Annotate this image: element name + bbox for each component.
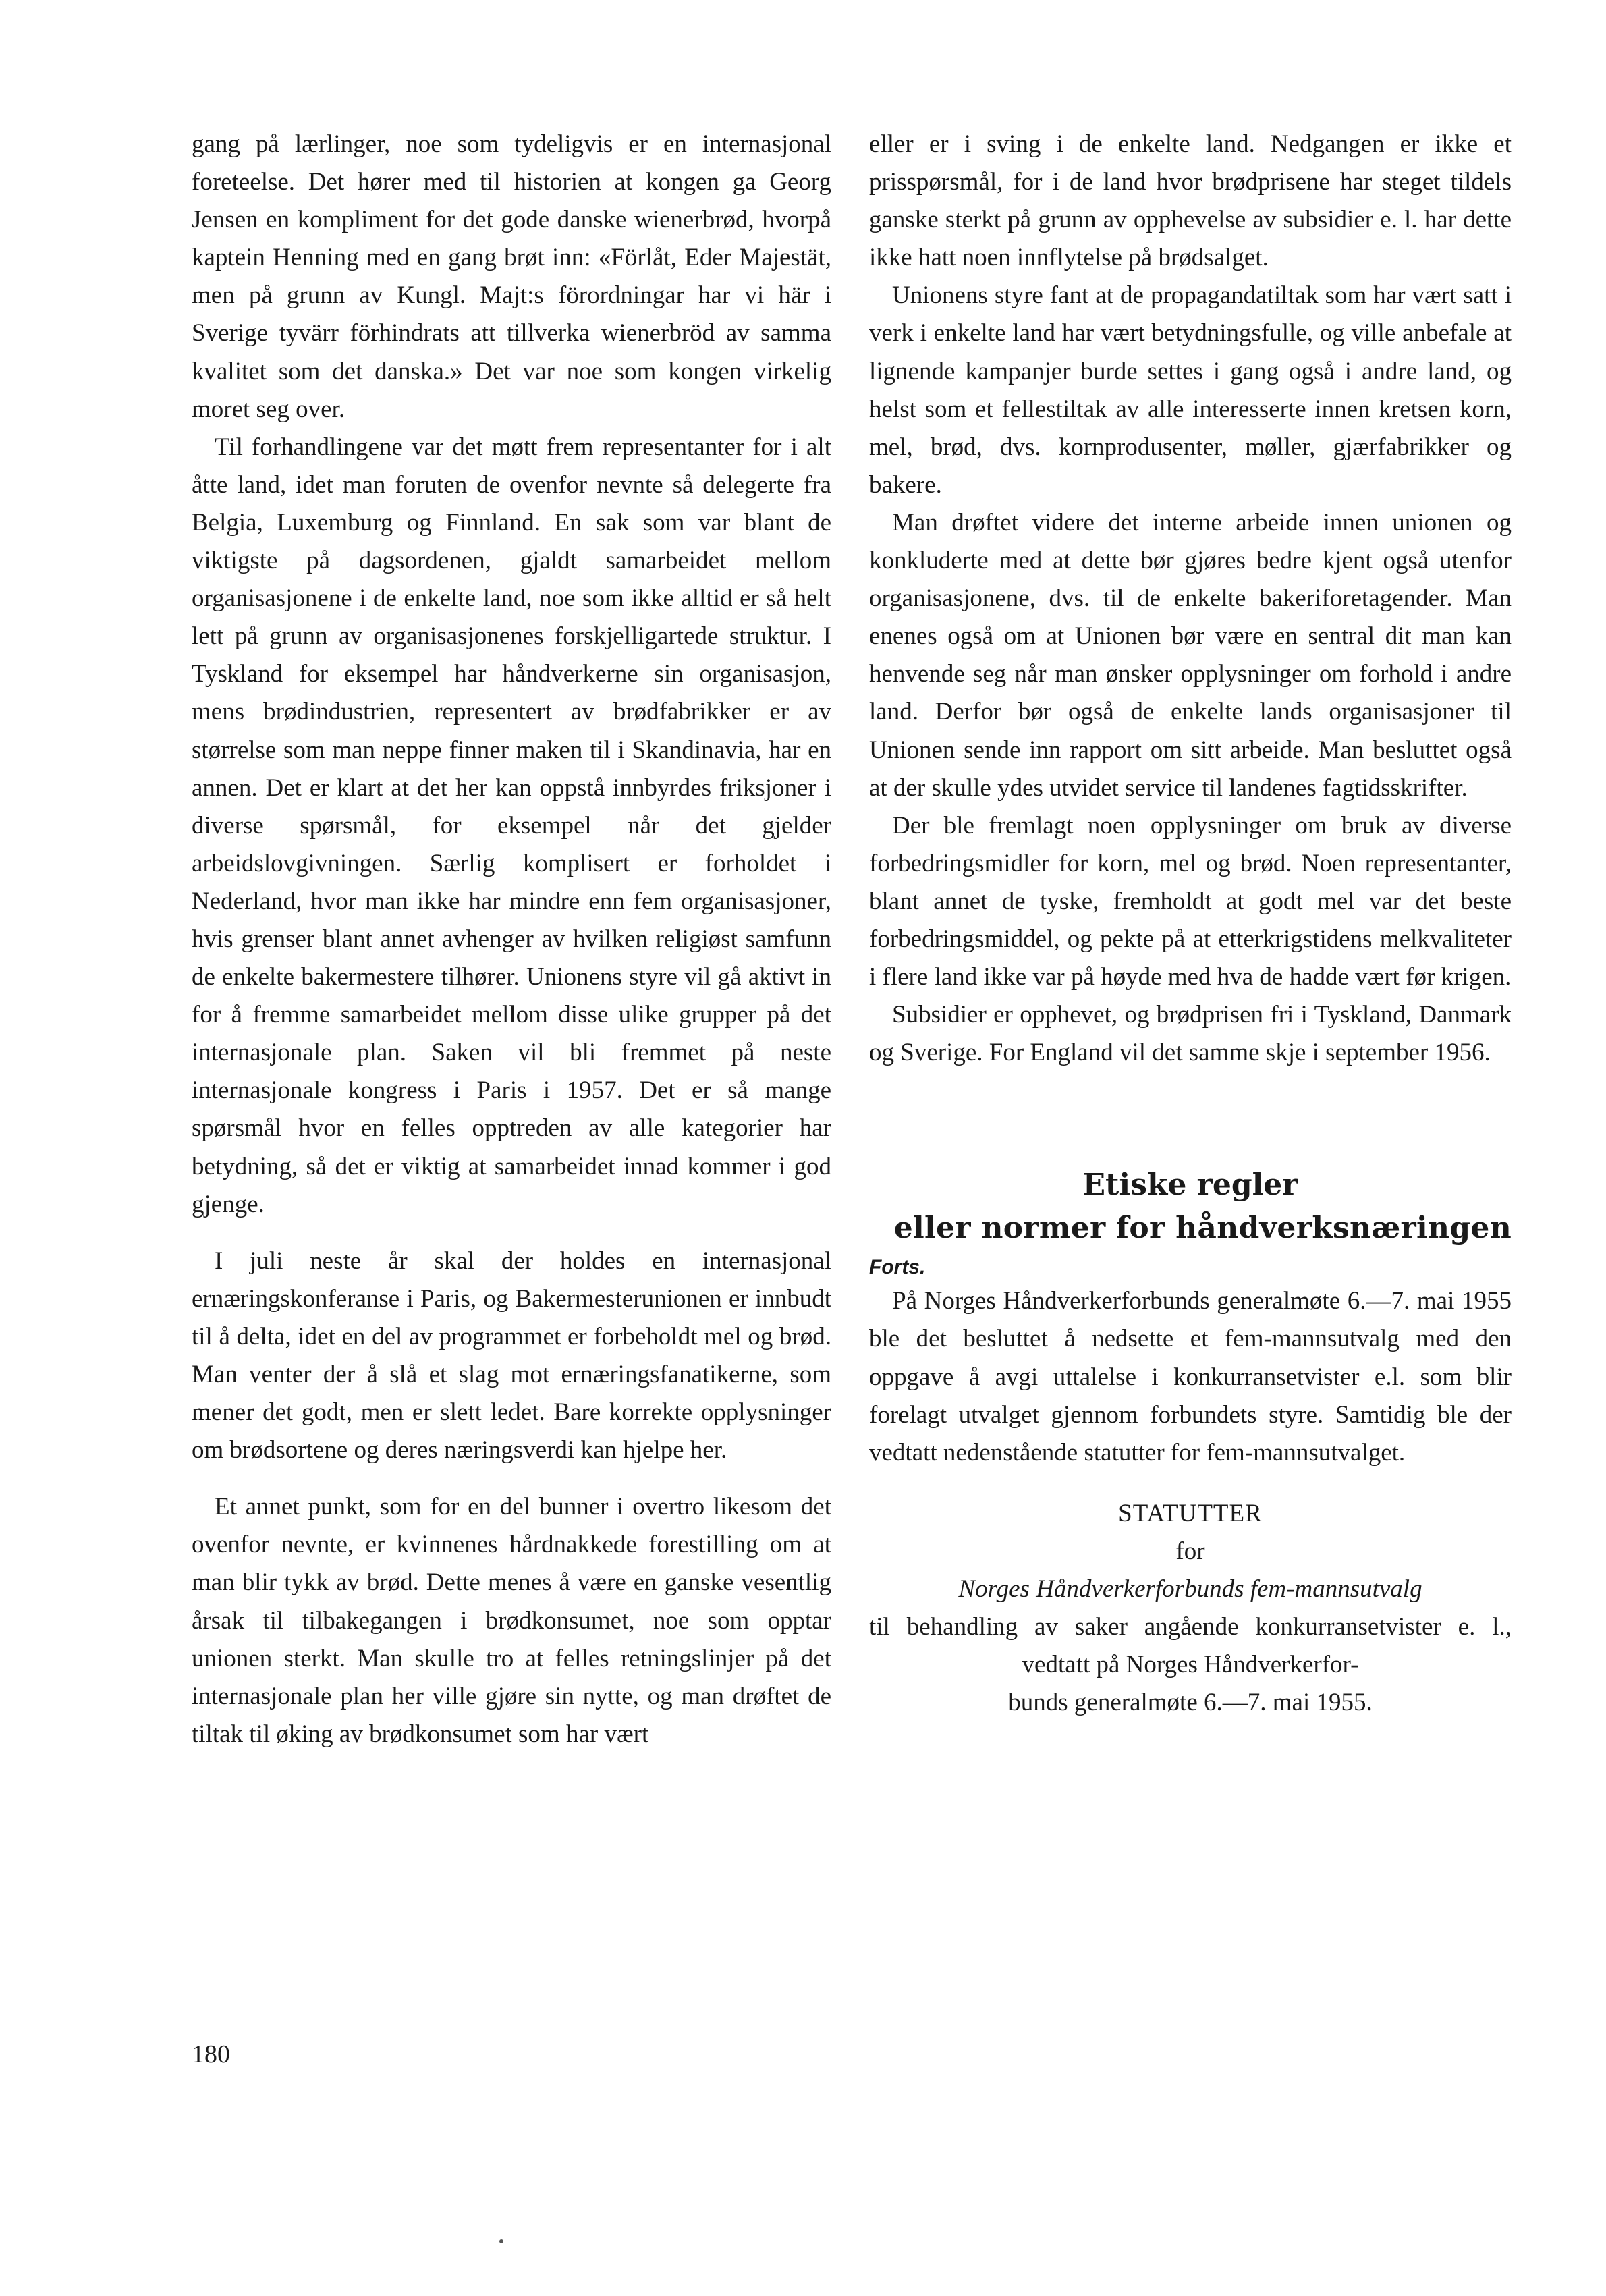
section-title-line2: eller normer for håndverksnæringen [893, 1211, 1512, 1246]
paragraph: Unionens styre fant at de propagandatiltak som har vært satt i verk i enkelte land har vært betydningsfulle, og ville anbefale at lignende kampanjer burde settes i gang også i andre land, og helst som et fellestiltak av alle interesserte innen kretsen korn, mel, brød, dvs. kornprodusenter, møller, gjærfabrikker og bakere. [869, 281, 1512, 499]
paragraph: eller er i sving i de enkelte land. Nedgangen er ikke et prisspørsmål, for i de land hvor brødprisene har steget tildels ganske sterkt på grunn av opphevelse av subsidier e. l. har dette ikke hatt noen innflytelse på brødsalget. [869, 130, 1512, 272]
scan-speck [499, 2239, 503, 2243]
paragraph: Der ble fremlagt noen opplysninger om bruk av diverse forbedringsmidler for korn, mel og brød. Noen representanter, blant annet de tyske, fremholdt at godt mel var det beste forbedringsmiddel, og pekte på at etterkrigstidens melkvaliteter i flere land ikke var på høyde med hva de hadde vært før krigen. [869, 811, 1512, 991]
statutes-header [869, 1495, 1512, 1722]
paragraph: I juli neste år skal der holdes en internasjonal ernæringskonferanse i Paris, og Bakermesterunionen er innbudt til å delta, idet en del av programmet er forbeholdt mel og brød. Man venter der å slå et slag mot ernæringsfanatikerne, som mener det godt, men er slett ledet. Bare korrekte opplysninger om brødsortene og deres næringsverdi kan hjelpe her. [192, 1247, 831, 1465]
paragraph: gang på lærlinger, noe som tydeligvis er en internasjonal foreteelse. Det hører med til historien at kongen ga Georg Jensen en kompliment for det gode danske wienerbrød, hvorpå kaptein Henning med en gang brøt inn: «Förlåt, Eder Majestät, men på grunn av Kungl. Majt:s förordningar har vi här i Sverige tyvärr förhindrats att tillverka wienerbröd av samma kvalitet som det danska.» Det var noe som kongen virkelig moret seg over. [192, 130, 831, 423]
statutes-organization: Norges Håndverkerforbunds fem-mannsutvalg [958, 1575, 1422, 1603]
section-heading [869, 1164, 1512, 1282]
statutes-for: for [1175, 1537, 1205, 1565]
statutes-description: til behandling av saker angående konkurransetvister e. l., vedtatt på Norges Håndverkerfor- [869, 1613, 1512, 1679]
continued-label: Forts. [869, 1256, 926, 1279]
section-title-line1: Etiske regler [1082, 1168, 1298, 1203]
left-column [192, 126, 831, 1753]
paragraph: Til forhandlingene var det møtt frem representanter for i alt åtte land, idet man foruten de ovenfor nevnte så delegerte fra Belgia, Luxemburg og Finnland. En sak som var blant de viktigste på dagsordenen, gjaldt samarbeidet mellom organisasjonene i de enkelte land, noe som ikke alltid er så helt lett på grunn av organisasjonenes forskjelligartede struktur. I Tyskland for eksempel har håndverkerne sin organisasjon, mens brødindustrien, representert av brødfabrikker er av størrelse som man neppe finner maken til i Skandinavia, har en annen. Det er klart at det her kan oppstå innbyrdes friksjoner i diverse spørsmål, for eksempel når det gjelder arbeidslovgivningen. Særlig komplisert er forholdet i Nederland, hvor man ikke har mindre enn fem organisasjoner, hvis grenser blant annet avhenger av hvilken religiøst samfunn de enkelte bakermestere tilhører. Unionens styre vil gå aktivt in for å fremme samarbeidet mellom disse ulike grupper på det internasjonale plan. Saken vil bli fremmet på neste internasjonale kongress i Paris i 1957. Det er så mange spørsmål hvor en felles opptreden av alle kategorier har betydning, så det er viktig at samarbeidet innad kommer i god gjenge. [192, 433, 831, 1218]
statutes-title: STATUTTER [1118, 1499, 1263, 1527]
page-number: 180 [192, 2040, 230, 2069]
paragraph: Et annet punkt, som for en del bunner i overtro likesom det ovenfor nevnte, er kvinnenes hårdnakkede forestilling om at man blir tykk av brød. Dette menes å være en ganske vesentlig årsak til tilbakegangen i brødkonsumet, noe som opptar unionen sterkt. Man skulle tro at felles retningslinjer på det internasjonale plan her ville gjøre sin nytte, og man drøftet de tiltak til øking av brødkonsumet som har vært [192, 1493, 831, 1748]
paragraph: Subsidier er opphevet, og brødprisen fri i Tyskland, Danmark og Sverige. For England vil det samme skje i september 1956. [869, 1001, 1512, 1067]
paragraph: Man drøftet videre det interne arbeide innen unionen og konkluderte med at dette bør gjøres bedre kjent også utenfor organisasjonene, dvs. til de enkelte bakeriforetagender. Man enenes også om at Unionen bør være en sentral dit man kan henvende seg når man ønsker opplysninger om forhold i andre land. Derfor bør også de enkelte lands organisasjoner til Unionen sende inn rapport om sitt arbeide. Man besluttet også at der skulle ydes utvidet service til landenes fagtidsskrifter. [869, 508, 1512, 802]
section-intro: På Norges Håndverkerforbunds generalmøte 6.—7. mai 1955 ble det besluttet å nedsette et fem-mannsutvalg med den oppgave å avgi uttalelse i konkurransetvister e.l. som blir forelagt utvalget gjennom forbundets styre. Samtidig ble der vedtatt nedenstående statutter for fem-mannsutvalget. [869, 1287, 1512, 1467]
right-column [869, 126, 1512, 1722]
statutes-description-end: bunds generalmøte 6.—7. mai 1955. [1008, 1689, 1373, 1717]
